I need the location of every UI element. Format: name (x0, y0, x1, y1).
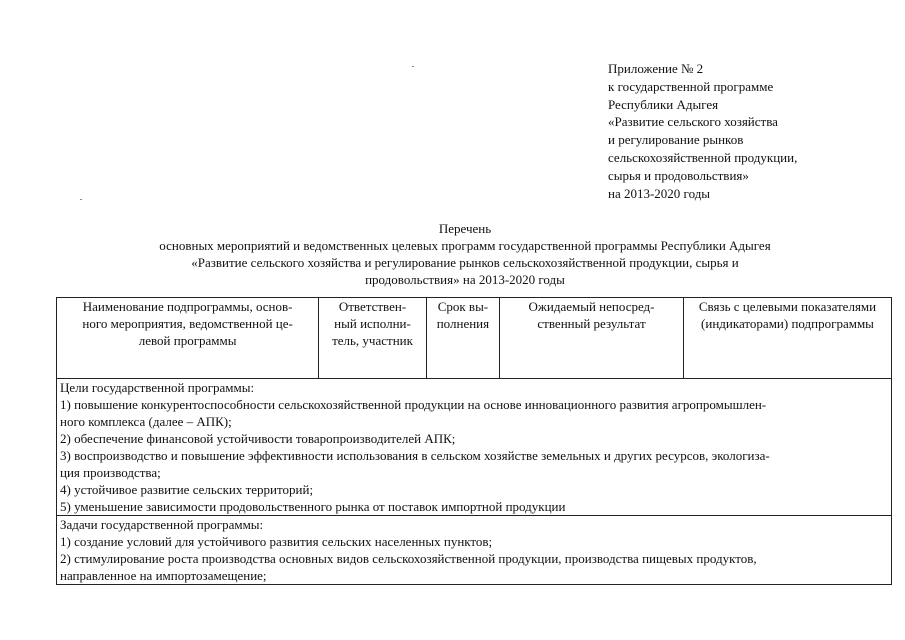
goals-cell (57, 379, 892, 516)
measures-table (56, 297, 892, 585)
scan-speck (412, 66, 414, 67)
task-line: 2) стимулирование роста производства основных видов сельскохозяйственной продукции, производства пищевых продуктов, (60, 551, 757, 566)
heading-line: «Развитие сельского хозяйства и регулирование рынков сельскохозяйственной продукции, сырья и (191, 255, 739, 270)
heading-line: продовольствия» на 2013-2020 годы (365, 272, 565, 287)
scan-speck (80, 199, 82, 200)
heading-title: Перечень (438, 221, 492, 236)
header-responsible-executor: Ответствен- ный исполни- тель, участник (319, 298, 427, 379)
table-header-row (57, 298, 892, 379)
tasks-cell (57, 516, 892, 585)
goal-line: 2) обеспечение финансовой устойчивости товаропроизводителей АПК; (60, 431, 456, 446)
header-subprogram-name: Наименование подпрограммы, основ- ного мероприятия, ведомственной це- левой программы (57, 298, 319, 379)
appendix-line: сельскохозяйственной продукции, (608, 149, 798, 165)
goals-title: Цели государственной программы: (60, 380, 255, 395)
appendix-line: на 2013-2020 годы (608, 185, 711, 201)
appendix-line: Приложение № 2 (608, 61, 704, 76)
header-deadline: Срок вы- полнения (426, 298, 499, 379)
goal-line: 3) воспроизводство и повышение эффективности использования в сельском хозяйстве земельных и других ресурсов, экологиза- (60, 448, 770, 463)
tasks-title: Задачи государственной программы: (60, 517, 264, 532)
appendix-line: Республики Адыгея (608, 96, 719, 112)
appendix-line: сырья и продовольствия» (608, 167, 749, 183)
appendix-line: «Развитие сельского хозяйства (608, 114, 778, 130)
goal-line: ция производства; (60, 465, 161, 480)
goal-line: 1) повышение конкурентоспособности сельскохозяйственной продукции на основе инновационного развития агропромышлен- (60, 397, 767, 412)
task-line: направленное на импортозамещение; (60, 568, 267, 583)
goal-line: 4) устойчивое развитие сельских территорий; (60, 482, 314, 497)
table-row-goals (57, 379, 892, 516)
task-line: 1) создание условий для устойчивого развития сельских населенных пунктов; (60, 534, 493, 549)
header-expected-result: Ожидаемый непосред- ственный результат (500, 298, 684, 379)
goal-line: ного комплекса (далее – АПК); (60, 414, 232, 429)
header-target-indicators-link: Связь с целевыми показателями (индикаторами) подпрограммы (683, 298, 891, 379)
heading-line: основных мероприятий и ведомственных целевых программ государственной программы Республики Адыгея (159, 238, 771, 253)
appendix-line: и регулирование рынков (608, 132, 744, 148)
document-heading (60, 220, 870, 288)
table-row-tasks (57, 516, 892, 585)
appendix-note (608, 60, 898, 202)
goal-line: 5) уменьшение зависимости продовольственного рынка от поставок импортной продукции (60, 499, 566, 514)
appendix-line: к государственной программе (608, 78, 774, 94)
